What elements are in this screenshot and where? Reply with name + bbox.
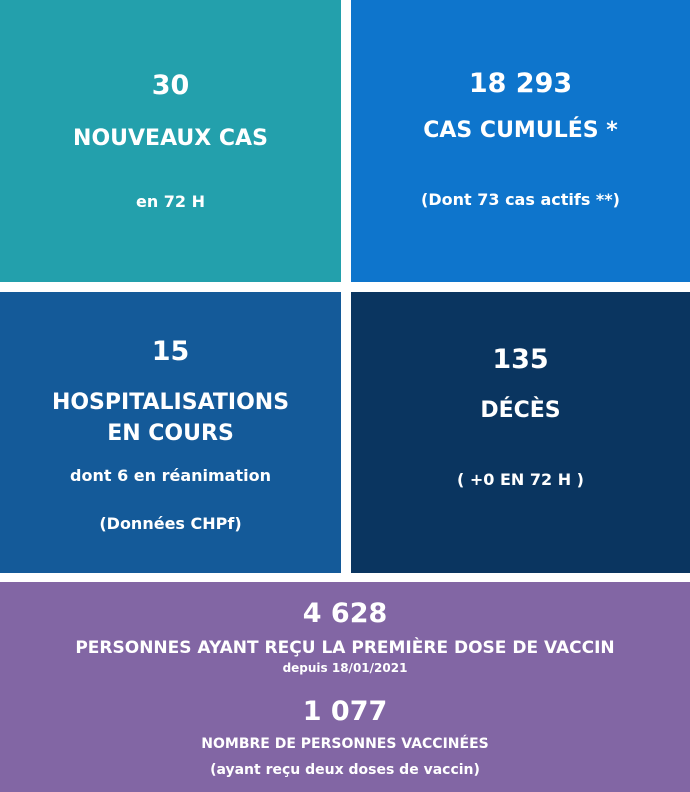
new-cases-value: 30 <box>151 70 190 101</box>
hospitalisations-value: 15 <box>151 336 190 367</box>
full-vaccination-label: NOMBRE DE PERSONNES VACCINÉES <box>201 736 489 752</box>
first-dose-value: 4 628 <box>302 598 388 629</box>
vaccination-tile <box>0 582 690 792</box>
deaths-label: DÉCÈS <box>480 398 561 423</box>
data-source-note: (Données CHPf) <box>99 514 242 533</box>
hospitalisations-tile <box>0 292 341 573</box>
cumulative-cases-value: 18 293 <box>468 68 573 99</box>
first-dose-label: PERSONNES AYANT REÇU LA PREMIÈRE DOSE DE VACCIN <box>75 638 615 658</box>
cumulative-cases-label: CAS CUMULÉS * <box>423 118 618 143</box>
deaths-value: 135 <box>492 344 549 375</box>
hospitalisations-label-line2: EN COURS <box>107 421 234 446</box>
icu-note: dont 6 en réanimation <box>70 466 271 485</box>
full-vaccination-value: 1 077 <box>302 696 388 727</box>
deaths-change: ( +0 EN 72 H ) <box>457 470 584 489</box>
new-cases-tile <box>0 0 341 282</box>
new-cases-label: NOUVEAUX CAS <box>73 126 268 151</box>
vaccination-since: depuis 18/01/2021 <box>282 661 408 675</box>
new-cases-period: en 72 H <box>135 192 206 211</box>
hospitalisations-label-line1: HOSPITALISATIONS <box>51 390 290 415</box>
cumulative-cases-tile <box>351 0 690 282</box>
active-cases-note: (Dont 73 cas actifs **) <box>421 190 620 209</box>
full-vaccination-note: (ayant reçu deux doses de vaccin) <box>210 762 480 778</box>
deaths-tile <box>351 292 690 573</box>
